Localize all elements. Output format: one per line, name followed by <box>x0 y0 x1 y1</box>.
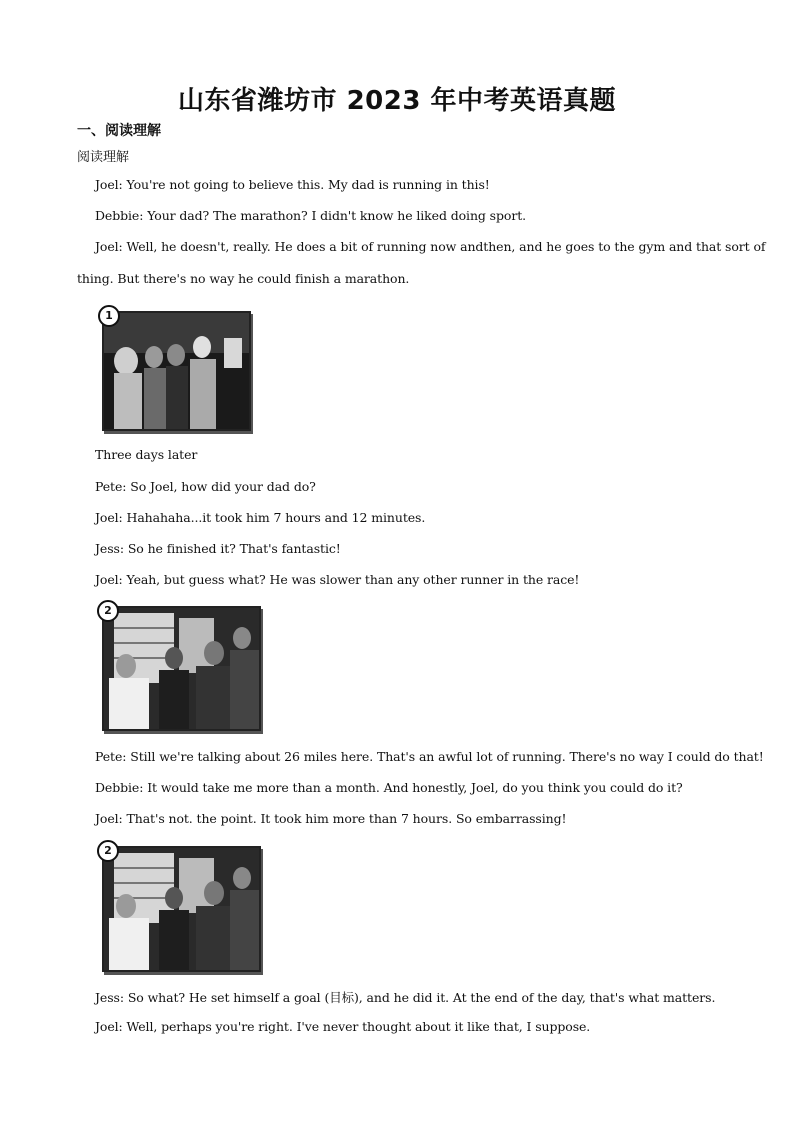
photo-library-scene-icon <box>104 608 259 729</box>
dialogue-line: Joel: Well, he doesn't, really. He does a bit of running now andthen, and he goes to the gym and that sort of <box>95 239 766 254</box>
dialogue-line: Debbie: It would take me more than a month. And honestly, Joel, do you think you could do it? <box>95 780 683 795</box>
section-heading: 一、阅读理解 <box>77 123 161 139</box>
photo-2 <box>102 606 261 731</box>
photo-1-number: 1 <box>98 305 120 327</box>
dialogue-line: Joel: Hahahaha...it took him 7 hours and 12 minutes. <box>95 510 426 525</box>
photo-street-scene-icon <box>104 313 249 429</box>
dialogue-line: thing. But there's no way he could finish a marathon. <box>77 271 410 286</box>
dialogue-line: Pete: So Joel, how did your dad do? <box>95 479 316 494</box>
dialogue-line: Joel: You're not going to believe this. My dad is running in this! <box>95 177 490 192</box>
photo-1 <box>102 311 251 431</box>
photo-2-number: 2 <box>97 600 119 622</box>
dialogue-line: Three days later <box>95 447 198 462</box>
dialogue-line: Jess: So he finished it? That's fantastic! <box>95 541 341 556</box>
dialogue-line: Joel: Yeah, but guess what? He was slower than any other runner in the race! <box>95 572 580 587</box>
photo-3 <box>102 846 261 972</box>
dialogue-line: Pete: Still we're talking about 26 miles here. That's an awful lot of running. There's no way I could do that! <box>95 749 764 764</box>
dialogue-line: Debbie: Your dad? The marathon? I didn't know he liked doing sport. <box>95 208 526 223</box>
dialogue-line: Jess: So what? He set himself a goal (目标), and he did it. At the end of the day, that's what matters. <box>95 990 716 1005</box>
photo-3-number: 2 <box>97 840 119 862</box>
subheading: 阅读理解 <box>77 150 130 165</box>
dialogue-line: Joel: Well, perhaps you're right. I've never thought about it like that, I suppose. <box>95 1019 591 1034</box>
dialogue-line: Joel: That's not. the point. It took him more than 7 hours. So embarrassing! <box>95 811 567 826</box>
page-title: 山东省潍坊市 2023 年中考英语真题 <box>178 86 616 116</box>
photo-library-scene-icon <box>104 848 259 970</box>
